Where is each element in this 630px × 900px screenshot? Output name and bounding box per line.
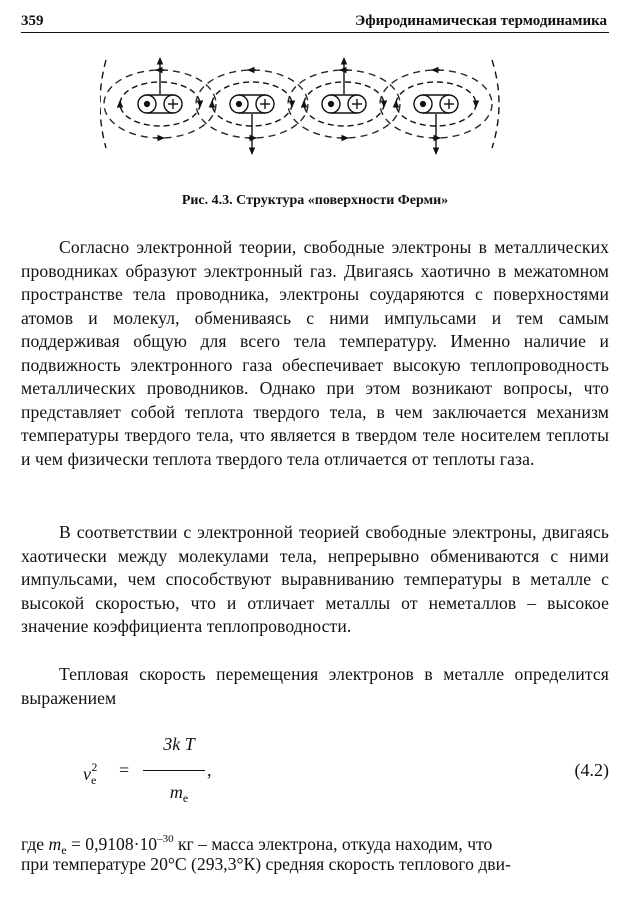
electron-dot [421, 102, 426, 107]
electron-dot [329, 102, 334, 107]
fermi-surface-figure [100, 40, 530, 190]
equation-denominator: $m_e$ [169, 782, 189, 805]
electron-dot [145, 102, 150, 107]
end-arc-left [100, 60, 106, 148]
equation-label: (4.2) [574, 760, 609, 780]
equation-equals: = [119, 760, 130, 780]
electron-dot [237, 102, 242, 107]
equation-4-2 [21, 730, 609, 810]
paragraph-3: Тепловая скорость перемещения электронов в металле определится выражением [21, 664, 609, 708]
figure-caption: Рис. 4.3. Структура «поверхности Ферми» [181, 193, 449, 208]
page-header [21, 6, 609, 33]
text-line-mass: где $m_e = 0,9108\cdot 10^{-30}$ кг – масса электрона, откуда находим, что [21, 833, 493, 857]
end-arc-right [492, 60, 499, 148]
equation-lhs: $v_e^2$ [83, 760, 98, 787]
fraction-bar [143, 770, 205, 771]
equation-comma: , [207, 760, 212, 780]
text-line-temperature: при температуре 20°С (293,3°К) средняя скорость теплового дви- [21, 854, 511, 874]
page-number: 359 [21, 13, 44, 29]
running-title: Эфиродинамическая термодинамика [355, 13, 607, 29]
paragraph-1: Согласно электронной теории, свободные электроны в металлических проводниках образуют электронный газ. Двигаясь хаотично в межатомном пространстве тела проводника, электроны соударяются с поверхностями атомов и молекул, обмениваясь с ними импульсами и тем самым поддерживая общую для всего тела температуру. Именно наличие и подвижность электронного газа обеспечивает высокую теплопроводность металлических проводников. Однако при этом возникают вопросы, что представляет собой теплота твердого тела, в чем заключается механизм температуры твердого тела, что является в твердом теле носителем теплоты и чем физически теплота твердого тела отличается от теплоты газа. [21, 237, 609, 469]
equation-numerator: 3k T [163, 734, 195, 754]
paragraph-2: В соответствии с электронной теорией свободные электроны, двигаясь хаотически между молекулами тела, непрерывно обмениваются с ними импульсами, чем способствуют выравниванию температуры в металле с высокой скоростью, что и отличает металлы от неметаллов – высокое значение коэффициента теплопроводности. [21, 522, 609, 636]
